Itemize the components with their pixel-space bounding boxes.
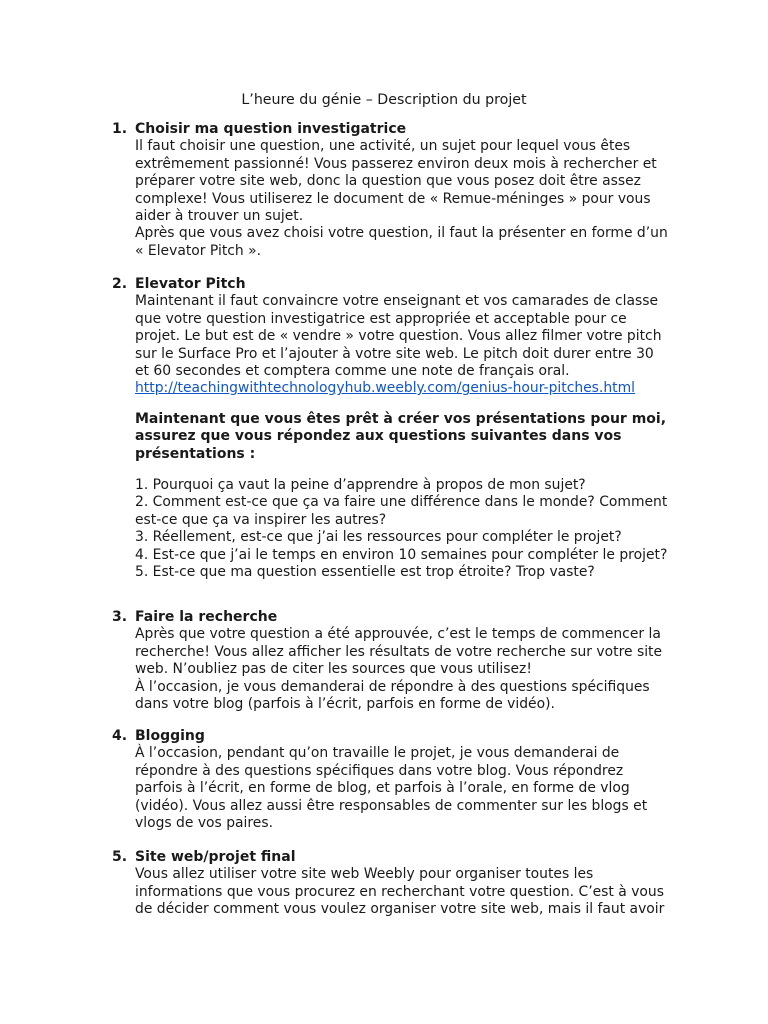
questions-list [135, 477, 672, 581]
section-choisir-question [112, 121, 672, 260]
section-site-web [112, 849, 672, 919]
section-number: 2. [112, 276, 128, 292]
section-faire-recherche [112, 609, 672, 713]
list-item: 3. Réellement, est-ce que j’ai les ressources pour compléter le projet? [135, 529, 622, 546]
section-blogging [112, 728, 672, 832]
section-paragraph: Maintenant il faut convaincre votre enseignant et vos camarades de classe que votre question investigatrice est appropriée et acceptable pour ce projet. Le but est de « vendre » votre question. Vous allez filmer votre pitch sur le Surface Pro et l’ajouter à votre site web. Le pitch doit durer entre 30 et 60 secondes et comptera comme une note de français oral. [135, 293, 662, 380]
list-item: 1. Pourquoi ça vaut la peine d’apprendre à propos de mon sujet? [135, 477, 586, 494]
section-paragraph: À l’occasion, je vous demanderai de répondre à des questions spécifiques dans votre blog (parfois à l’écrit, parfois en forme de vidéo). [135, 678, 650, 713]
section-elevator-pitch [112, 276, 672, 582]
section-paragraph: À l’occasion, pendant qu’on travaille le projet, je vous demanderai de répondre à des questions spécifiques dans votre blog. Vous répondrez parfois à l’écrit, en forme de blog, et parfois à l’orale, en forme de vlog (vidéo). Vous allez aussi être responsables de commenter sur les blogs et vlogs de vos paires. [135, 745, 648, 832]
section-number: 1. [112, 121, 128, 137]
section-heading: Faire la recherche [135, 609, 278, 625]
presentation-instructions: Maintenant que vous êtes prêt à créer vos présentations pour moi, assurez que vous répondez aux questions suivantes dans vos présentations : [135, 410, 667, 462]
section-heading: Site web/projet final [135, 849, 296, 865]
section-number: 4. [112, 728, 128, 744]
list-item: 4. Est-ce que j’ai le temps en environ 10 semaines pour compléter le projet? [135, 546, 668, 563]
section-heading: Choisir ma question investigatrice [135, 121, 407, 137]
section-paragraph: Après que votre question a été approuvée, c’est le temps de commencer la recherche! Vous allez afficher les résultats de votre recherche sur votre site web. N’oubliez pas de citer les sources que vous utilisez! [135, 626, 663, 678]
list-item: 5. Est-ce que ma question essentielle est trop étroite? Trop vaste? [135, 564, 595, 581]
section-paragraph: Après que vous avez choisi votre question, il faut la présenter en forme d’un « Elevator Pitch ». [135, 225, 668, 259]
section-paragraph: Vous allez utiliser votre site web Weebly pour organiser toutes les informations que vous procurez en recherchant votre question. C’est à vous de décider comment vous voulez organiser votre site web, mais il faut avoir [135, 866, 665, 918]
section-number: 5. [112, 849, 128, 865]
pitches-link[interactable]: http://teachingwithtechnologyhub.weebly.com/genius-hour-pitches.html [135, 380, 635, 397]
section-number: 3. [112, 609, 128, 625]
list-item: 2. Comment est-ce que ça va faire une différence dans le monde? Comment est-ce que ça va inspirer les autres? [135, 494, 668, 528]
section-paragraph: Il faut choisir une question, une activité, un sujet pour lequel vous êtes extrêmement passionné! Vous passerez environ deux mois à rechercher et préparer votre site web, donc la question que vous posez doit être assez complexe! Vous utiliserez le document de « Remue-méninges » pour vous aider à trouver un sujet. [135, 138, 657, 225]
section-heading: Elevator Pitch [135, 276, 246, 292]
document-title: L’heure du génie – Description du projet [241, 92, 527, 108]
section-heading: Blogging [135, 728, 205, 744]
